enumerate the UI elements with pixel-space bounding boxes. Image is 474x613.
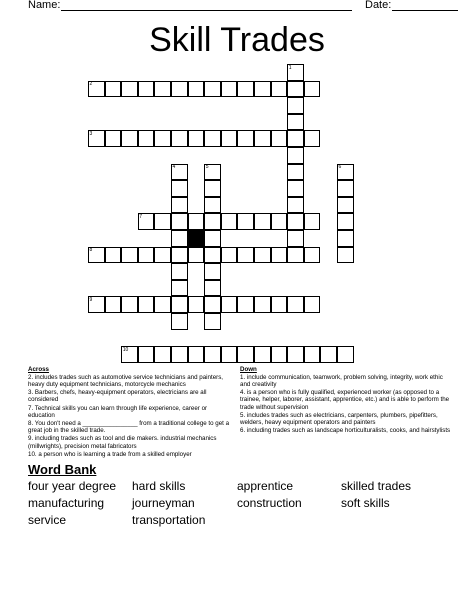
grid-cell[interactable] — [171, 164, 188, 181]
word-bank-item: journeyman — [132, 496, 195, 510]
grid-cell[interactable] — [254, 130, 271, 147]
grid-cell[interactable] — [171, 346, 188, 363]
grid-cell[interactable] — [254, 81, 271, 98]
grid-cell[interactable] — [154, 81, 171, 98]
header — [0, 0, 474, 14]
grid-cell[interactable] — [221, 81, 238, 98]
grid-cell[interactable] — [138, 247, 155, 264]
grid-cell[interactable] — [237, 213, 254, 230]
grid-cell[interactable] — [171, 180, 188, 197]
grid-cell[interactable] — [287, 114, 304, 131]
grid-cell[interactable] — [287, 97, 304, 114]
down-clues — [240, 366, 452, 435]
grid-cell[interactable] — [138, 130, 155, 147]
grid-cell[interactable] — [121, 130, 138, 147]
grid-cell[interactable] — [287, 64, 304, 81]
grid-cell[interactable] — [287, 130, 304, 147]
down-clue: 4. is a person who is fully qualified, experienced worker (as opposed to a trainee, helper, laborer, assistant, apprentice, etc.) and is able to perform the trade without supervision — [240, 389, 450, 411]
grid-cell[interactable] — [138, 81, 155, 98]
word-bank-item: construction — [237, 496, 302, 510]
grid-cell[interactable] — [171, 313, 188, 330]
across-clue: 3. Barbers, chefs, heavy-equipment operators, electricians are all considered — [28, 389, 207, 404]
grid-cell[interactable] — [287, 247, 304, 264]
down-clue: 6. including trades such as landscape horticulturalists, cooks, and hairstylists — [240, 427, 451, 435]
across-clues — [28, 366, 230, 459]
grid-cell[interactable] — [254, 247, 271, 264]
word-bank-item: soft skills — [341, 496, 390, 510]
clue-number: 7 — [139, 213, 143, 220]
grid-cell[interactable] — [204, 130, 221, 147]
date-field[interactable] — [392, 10, 458, 11]
down-clue: 1. include communication, teamwork, problem solving, integrity, work ethic and creativity — [240, 373, 443, 388]
black-square — [188, 230, 205, 247]
grid-cell[interactable] — [337, 247, 354, 264]
grid-cell[interactable] — [204, 164, 221, 181]
grid-cell[interactable] — [204, 280, 221, 297]
grid-cell[interactable] — [204, 180, 221, 197]
grid-cell[interactable] — [204, 213, 221, 230]
grid-cell[interactable] — [138, 213, 155, 230]
clue-number: 10 — [122, 346, 129, 353]
across-clue: 9. including trades such as tool and die makers. industrial mechanics (millwrights), precision metal fabricators — [28, 435, 217, 450]
grid-cell[interactable] — [171, 247, 188, 264]
grid-cell[interactable] — [337, 164, 354, 181]
grid-cell[interactable] — [287, 230, 304, 247]
grid-cell[interactable] — [121, 247, 138, 264]
grid-cell[interactable] — [154, 247, 171, 264]
clue-number: 8 — [89, 247, 93, 254]
grid-cell[interactable] — [188, 346, 205, 363]
down-clue: 5. includes trades such as electricians, carpenters, plumbers, pipefitters, welders, heavy equipment operators and painters — [240, 411, 438, 426]
grid-cell[interactable] — [154, 296, 171, 313]
grid-cell[interactable] — [221, 247, 238, 264]
grid-cell[interactable] — [171, 296, 188, 313]
grid-cell[interactable] — [237, 346, 254, 363]
name-label: Name: — [28, 0, 61, 11]
grid-cell[interactable] — [287, 164, 304, 181]
grid-cell[interactable] — [138, 346, 155, 363]
grid-cell[interactable] — [337, 213, 354, 230]
grid-cell[interactable] — [88, 296, 105, 313]
word-bank-item: transportation — [132, 513, 206, 527]
grid-cell[interactable] — [171, 197, 188, 214]
grid-cell[interactable] — [304, 213, 321, 230]
grid-cell[interactable] — [121, 346, 138, 363]
grid-cell[interactable] — [105, 81, 122, 98]
grid-cell[interactable] — [138, 296, 155, 313]
grid-cell[interactable] — [171, 263, 188, 280]
across-clue: 7. Technical skills you can learn through life experience, career or education — [28, 404, 208, 419]
grid-cell[interactable] — [287, 180, 304, 197]
grid-cell[interactable] — [287, 197, 304, 214]
grid-cell[interactable] — [221, 346, 238, 363]
grid-cell[interactable] — [287, 81, 304, 98]
grid-cell[interactable] — [121, 296, 138, 313]
grid-cell[interactable] — [204, 263, 221, 280]
grid-cell[interactable] — [304, 81, 321, 98]
grid-cell[interactable] — [237, 247, 254, 264]
grid-cell[interactable] — [154, 346, 171, 363]
grid-cell[interactable] — [237, 81, 254, 98]
grid-cell[interactable] — [287, 346, 304, 363]
grid-cell[interactable] — [204, 230, 221, 247]
across-clue: 2. includes trades such as automotive service technicians and painters, heavy duty equipment technicians, motorcycle mechanics — [28, 373, 224, 388]
grid-cell[interactable] — [287, 296, 304, 313]
grid-cell[interactable] — [171, 81, 188, 98]
grid-cell[interactable] — [271, 346, 288, 363]
grid-cell[interactable] — [254, 296, 271, 313]
grid-cell[interactable] — [88, 247, 105, 264]
grid-cell[interactable] — [154, 213, 171, 230]
clue-number: 1 — [288, 64, 292, 71]
grid-cell[interactable] — [105, 296, 122, 313]
grid-cell[interactable] — [304, 346, 321, 363]
word-bank-item: service — [28, 513, 67, 527]
grid-cell[interactable] — [320, 346, 337, 363]
grid-cell[interactable] — [237, 296, 254, 313]
clue-number: 4 — [172, 164, 176, 171]
grid-cell[interactable] — [254, 213, 271, 230]
grid-cell[interactable] — [105, 247, 122, 264]
word-bank-item: skilled trades — [341, 479, 412, 493]
grid-cell[interactable] — [337, 230, 354, 247]
date-label: Date: — [365, 0, 392, 11]
down-heading: Down — [240, 366, 257, 373]
grid-cell[interactable] — [337, 346, 354, 363]
word-bank-item: four year degree — [28, 479, 117, 493]
grid-cell[interactable] — [188, 296, 205, 313]
grid-cell[interactable] — [287, 213, 304, 230]
word-bank-title: Word Bank — [28, 462, 97, 477]
grid-cell[interactable] — [171, 280, 188, 297]
clue-number: 5 — [205, 164, 209, 171]
grid-cell[interactable] — [204, 247, 221, 264]
grid-cell[interactable] — [271, 296, 288, 313]
grid-cell[interactable] — [221, 213, 238, 230]
grid-cell[interactable] — [171, 130, 188, 147]
clue-number: 3 — [89, 130, 93, 137]
grid-cell[interactable] — [271, 213, 288, 230]
grid-cell[interactable] — [121, 81, 138, 98]
grid-cell[interactable] — [237, 130, 254, 147]
name-field[interactable] — [61, 10, 352, 11]
word-bank-item: hard skills — [132, 479, 186, 493]
clue-number: 9 — [89, 296, 93, 303]
across-heading: Across — [28, 366, 49, 373]
grid-cell[interactable] — [204, 313, 221, 330]
grid-cell[interactable] — [171, 213, 188, 230]
grid-cell[interactable] — [337, 197, 354, 214]
across-clue: 10. a person who is learning a trade from a skilled employer — [28, 450, 192, 458]
grid-cell[interactable] — [204, 197, 221, 214]
grid-cell[interactable] — [254, 346, 271, 363]
across-clue: 8. You don't need a ________________ from a traditional college to get a great job in the skilled trade. — [28, 419, 230, 435]
grid-cell[interactable] — [304, 130, 321, 147]
grid-cell[interactable] — [304, 247, 321, 264]
grid-cell[interactable] — [221, 130, 238, 147]
grid-cell[interactable] — [271, 81, 288, 98]
grid-cell[interactable] — [188, 130, 205, 147]
grid-cell[interactable] — [337, 180, 354, 197]
grid-cell[interactable] — [105, 130, 122, 147]
grid-cell[interactable] — [271, 130, 288, 147]
grid-cell[interactable] — [154, 130, 171, 147]
clue-number: 6 — [338, 164, 342, 171]
word-bank-item: apprentice — [237, 479, 294, 493]
grid-cell[interactable] — [271, 247, 288, 264]
clue-number: 2 — [89, 81, 93, 88]
word-bank-item: manufacturing — [28, 496, 105, 510]
grid-cell[interactable] — [204, 296, 221, 313]
grid-cell[interactable] — [304, 296, 321, 313]
grid-cell[interactable] — [221, 296, 238, 313]
grid-cell[interactable] — [204, 81, 221, 98]
grid-cell[interactable] — [171, 230, 188, 247]
grid-cell[interactable] — [188, 81, 205, 98]
grid-cell[interactable] — [188, 247, 205, 264]
grid-cell[interactable] — [88, 130, 105, 147]
grid-cell[interactable] — [287, 147, 304, 164]
grid-cell[interactable] — [88, 81, 105, 98]
page-title: Skill Trades — [149, 21, 325, 59]
grid-cell[interactable] — [188, 213, 205, 230]
grid-cell[interactable] — [204, 346, 221, 363]
